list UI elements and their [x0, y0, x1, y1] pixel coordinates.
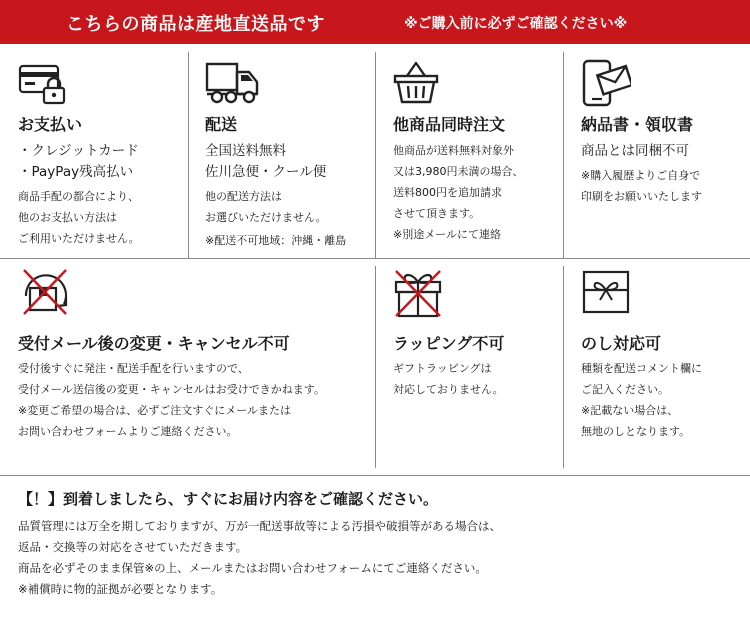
- combined-order-note: 又は3,980円未満の場合、: [393, 165, 524, 178]
- notice-line: ※補償時に物的証拠が必要となります。: [18, 582, 223, 596]
- divider: [563, 52, 564, 258]
- gift-cancel-icon: [393, 268, 443, 320]
- payment-title: お支払い: [18, 115, 83, 134]
- cancel-note: ※変更ご希望の場合は、必ずご注文すぐにメールまたは: [18, 404, 291, 417]
- shopping-basket-icon: [393, 58, 439, 106]
- cancel-title: 受付メール後の変更・キャンセル不可: [18, 334, 290, 353]
- noshi-note: ご記入ください。: [581, 383, 669, 396]
- notice-line: 商品を必ずそのまま保管※の上、メールまたはお問い合わせフォームにてご連絡ください。: [18, 561, 487, 575]
- shipping-title: 配送: [205, 115, 238, 134]
- phone-mail-icon: [581, 58, 631, 108]
- divider: [0, 258, 750, 259]
- shipping-line: 佐川急便・クール便: [205, 164, 327, 180]
- payment-note: 他のお支払い方法は: [18, 211, 117, 224]
- noshi-note: 無地のしとなります。: [581, 425, 691, 438]
- wrapping-title: ラッピング不可: [393, 334, 505, 353]
- credit-card-lock-icon: [18, 62, 66, 106]
- banner-title: こちらの商品は産地直送品です: [66, 14, 325, 35]
- notice-title: 【！】到着しましたら、すぐにお届け内容をご確認ください。: [18, 490, 439, 508]
- combined-order-note: 送料800円を追加請求: [393, 186, 502, 199]
- wrapping-note: ギフトラッピングは: [393, 362, 492, 375]
- divider: [563, 266, 564, 468]
- receipt-line: 商品とは同梱不可: [581, 143, 689, 159]
- noshi-note: 種類を配送コメント欄に: [581, 362, 702, 375]
- cancel-note: 受付メール送信後の変更・キャンセルはお受けできかねます。: [18, 383, 325, 396]
- noshi-title: のし対応可: [581, 334, 662, 353]
- payment-note: 商品手配の都合により、: [18, 190, 139, 203]
- receipt-note: ※購入履歴よりご自身で: [581, 169, 701, 182]
- payment-method: ・クレジットカード: [18, 143, 139, 159]
- combined-order-note: 他商品が送料無料対象外: [393, 144, 514, 157]
- header-banner: [0, 0, 750, 44]
- payment-note: ご利用いただけません。: [18, 232, 140, 245]
- combined-order-title: 他商品同時注文: [393, 115, 506, 134]
- shipping-line: 全国送料無料: [205, 143, 286, 159]
- receipt-note: 印刷をお願いいたします: [581, 190, 702, 203]
- shipping-note: お選びいただけません。: [205, 211, 327, 224]
- notice-line: 品質管理には万全を期しておりますが、万が一配送事故等による汚損や破損等がある場合は、: [18, 519, 501, 533]
- banner-subtitle: ※ご購入前に必ずご確認ください※: [404, 16, 628, 32]
- combined-order-note: ※別途メールにて連絡: [393, 228, 501, 241]
- divider: [188, 52, 189, 258]
- noshi-note: ※記載ない場合は、: [581, 404, 679, 417]
- wrapping-note: 対応しておりません。: [393, 383, 504, 396]
- divider: [375, 266, 376, 468]
- cancel-note: 受付後すぐに発注・配送手配を行いますので、: [18, 362, 249, 375]
- shipping-exclusion: ※配送不可地域：沖縄・離島: [205, 234, 347, 247]
- box-cancel-icon: [18, 266, 74, 320]
- divider: [375, 52, 376, 258]
- shipping-note: 他の配送方法は: [205, 190, 282, 203]
- cancel-note: お問い合わせフォームよりご連絡ください。: [18, 425, 238, 438]
- receipt-title: 納品書・領収書: [581, 115, 694, 134]
- notice-line: 返品・交換等の対応をさせていただきます。: [18, 540, 248, 554]
- truck-icon: [205, 60, 261, 106]
- divider: [0, 475, 750, 476]
- noshi-gift-icon: [581, 268, 631, 316]
- combined-order-note: させて頂きます。: [393, 207, 481, 220]
- payment-method: ・PayPay残高払い: [18, 164, 134, 180]
